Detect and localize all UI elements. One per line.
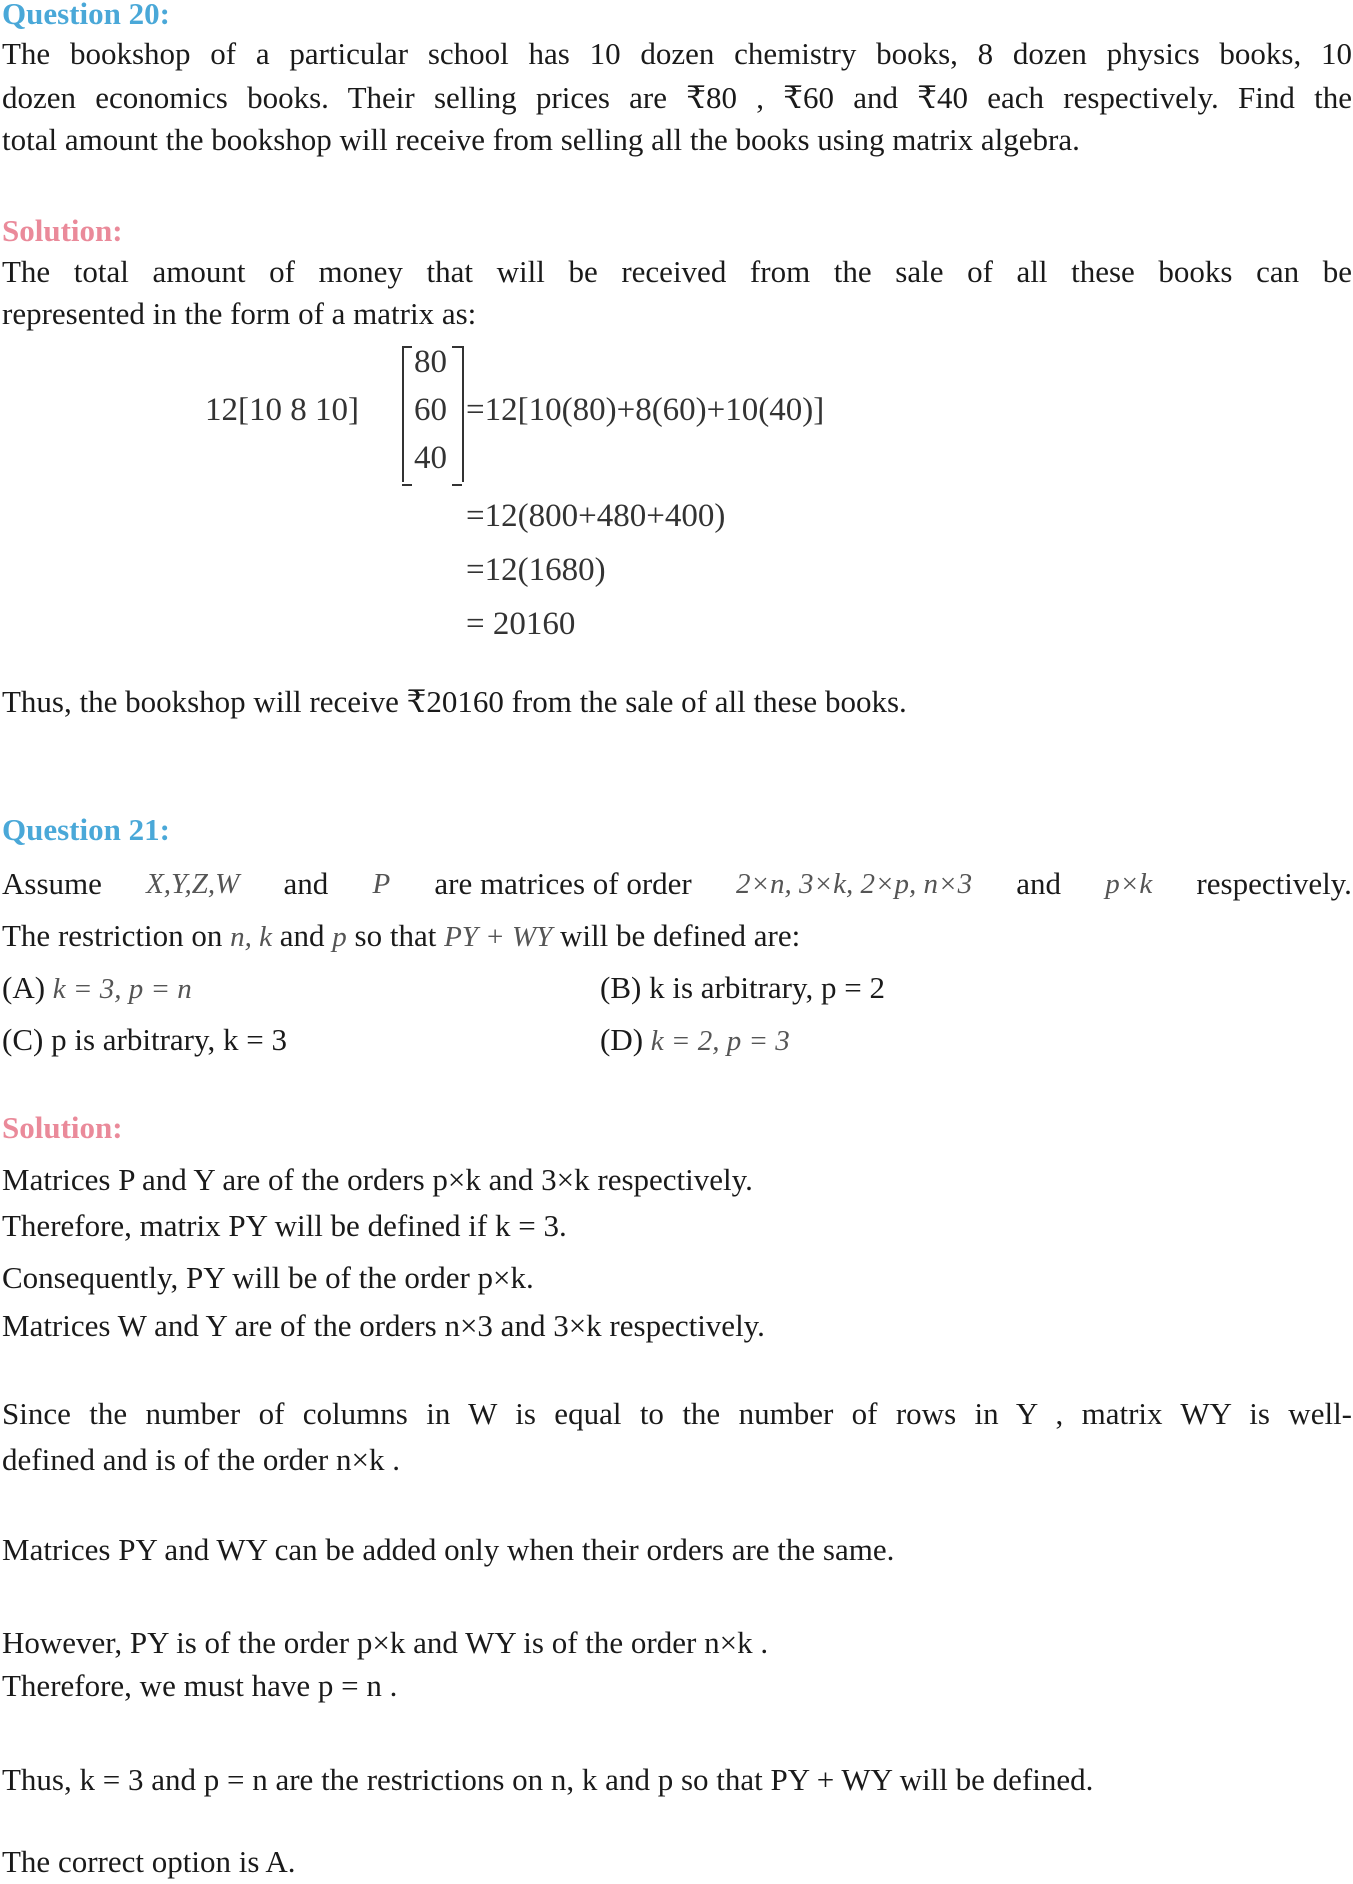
option-text: p is arbitrary, k = 3 <box>51 1022 287 1057</box>
text: The restriction on <box>2 918 223 953</box>
text: and <box>279 918 325 953</box>
math-var: P <box>372 868 391 900</box>
option-label: (D) <box>600 1022 644 1057</box>
text: respectively. <box>1196 866 1352 901</box>
q21-solution-heading: Solution: <box>2 1110 123 1145</box>
text: so that <box>354 918 437 953</box>
q21-solution-line-2: Therefore, matrix PY will be defined if k = 3. <box>2 1208 567 1243</box>
math-order: p×k <box>1105 868 1153 900</box>
column-value-3: 40 <box>414 440 447 476</box>
question-21-heading: Question 21: <box>2 812 170 847</box>
text: will be defined are: <box>560 918 801 953</box>
question-20-heading: Question 20: <box>2 0 170 31</box>
q21-solution-line-10: Thus, k = 3 and p = n are the restrictions on n, k and p so that PY + WY will be defined. <box>2 1762 1094 1797</box>
row-matrix: 12[10 8 10] <box>205 392 359 428</box>
option-label: (B) <box>600 970 642 1005</box>
q21-correct-option: The correct option is A. <box>2 1844 296 1879</box>
q21-text-line-2 <box>2 918 800 955</box>
column-value-1: 80 <box>414 344 447 380</box>
text: Assume <box>2 866 102 901</box>
option-d <box>600 1022 790 1059</box>
math-expr: PY + WY <box>444 921 553 953</box>
q20-text-line-1: The bookshop of a particular school has 10 dozen chemistry books, 8 dozen physics books, 10 <box>2 36 1352 71</box>
q21-solution-line-4: Matrices W and Y are of the orders n×3 and 3×k respectively. <box>2 1308 765 1343</box>
q20-solution-heading: Solution: <box>2 213 123 248</box>
q21-solution-line-1: Matrices P and Y are of the orders p×k and 3×k respectively. <box>2 1162 753 1197</box>
math-orders: 2×n, 3×k, 2×p, n×3 <box>735 868 973 900</box>
q21-solution-line-9: Therefore, we must have p = n . <box>2 1668 398 1703</box>
option-text: k = 3, p = n <box>52 973 192 1005</box>
q20-text-line-2: dozen economics books. Their selling prices are ₹80 , ₹60 and ₹40 each respectively. Find the <box>2 80 1352 115</box>
q20-solution-line-1: The total amount of money that will be received from the sale of all these books can be <box>2 254 1352 289</box>
equation-step-2: =12(800+480+400) <box>466 498 726 534</box>
equation-step-4: = 20160 <box>466 606 576 642</box>
math-var: p <box>332 921 347 953</box>
q21-text-line-1 <box>2 866 1352 902</box>
option-text: k is arbitrary, p = 2 <box>649 970 885 1005</box>
math-vars: X,Y,Z,W <box>146 868 240 900</box>
column-matrix-right-serif <box>452 346 462 486</box>
math-vars: n, k <box>230 921 273 953</box>
option-text: k = 2, p = 3 <box>650 1025 790 1057</box>
q20-text-line-3: total amount the bookshop will receive from selling all the books using matrix algebra. <box>2 122 1080 157</box>
q20-conclusion: Thus, the bookshop will receive ₹20160 from the sale of all these books. <box>2 684 907 719</box>
text: are matrices of order <box>434 866 692 901</box>
equation-step-3: =12(1680) <box>466 552 606 588</box>
q21-solution-line-7: Matrices PY and WY can be added only when their orders are the same. <box>2 1532 895 1567</box>
text: and <box>283 866 329 901</box>
column-value-2: 60 <box>414 392 447 428</box>
option-b <box>600 970 885 1006</box>
q21-solution-line-3: Consequently, PY will be of the order p×k. <box>2 1260 534 1295</box>
q21-solution-line-6: defined and is of the order n×k . <box>2 1442 400 1477</box>
option-a <box>2 970 192 1007</box>
option-c <box>2 1022 287 1058</box>
text: and <box>1016 866 1062 901</box>
q20-solution-line-2: represented in the form of a matrix as: <box>2 296 477 331</box>
q21-solution-line-8: However, PY is of the order p×k and WY is of the order n×k . <box>2 1625 769 1660</box>
q21-solution-line-5: Since the number of columns in W is equal to the number of rows in Y , matrix WY is well- <box>2 1396 1352 1431</box>
option-label: (A) <box>2 970 46 1005</box>
equation-rhs-1: =12[10(80)+8(60)+10(40)] <box>466 392 825 428</box>
column-matrix-left-serif <box>402 346 412 486</box>
option-label: (C) <box>2 1022 44 1057</box>
